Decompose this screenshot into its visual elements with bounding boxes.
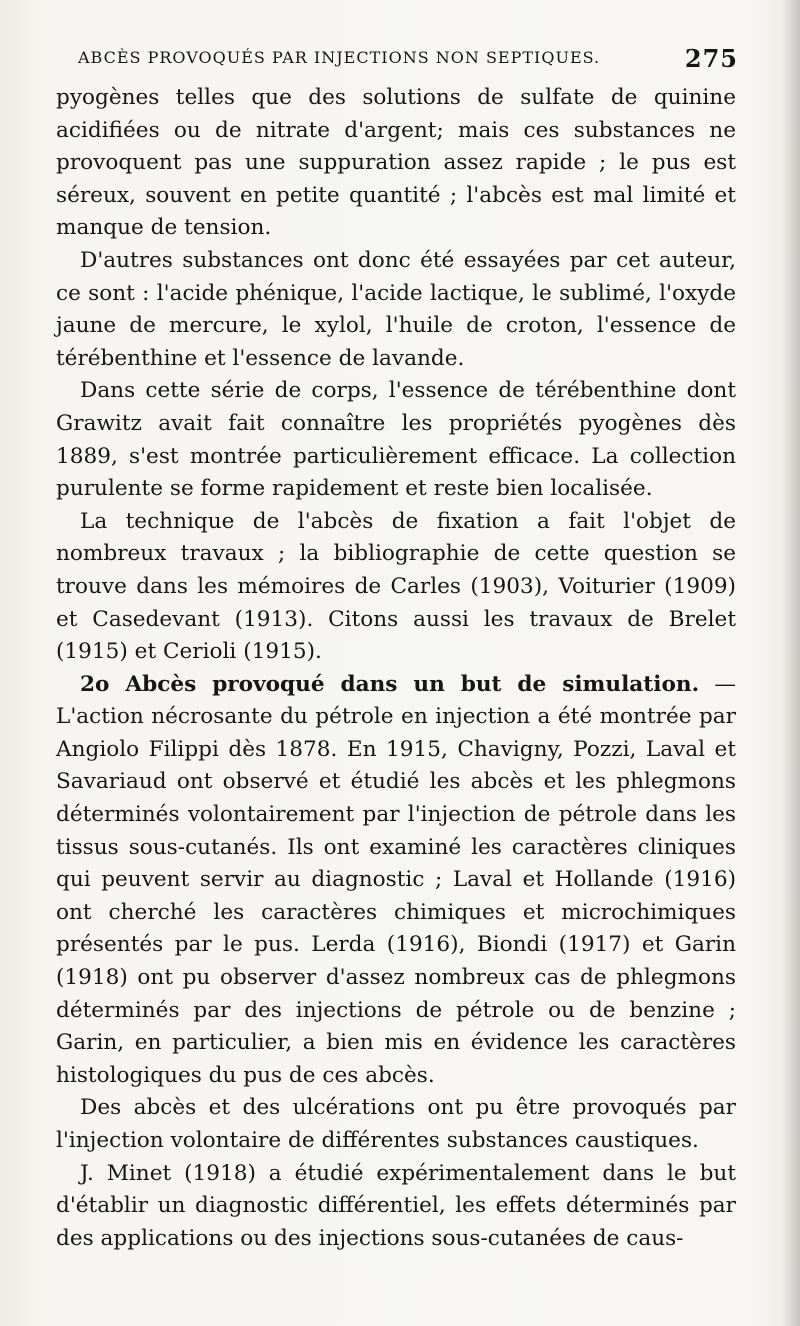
running-title: ABCÈS PROVOQUÉS PAR INJECTIONS NON SEPTIQUES. [78, 48, 601, 67]
paragraph: La technique de l'abcès de fixation a fait l'objet de nombreux travaux ; la bibliographie de cette question se trouve dans les mémoires de Carles (1903), Voiturier (1909) et Casedevant (1913). Citons aussi les travaux de Brelet (1915) et Cerioli (1915). [56, 508, 736, 665]
section-body: L'action nécrosante du pétrole en injection a été montrée par Angiolo Filippi dès 1878. En 1915, Chavigny, Pozzi, Laval et Savariaud ont observé et étudié les abcès et les phlegmons déterminés volontairement par l'injection de pétrole dans les tissus sous-cutanés. Ils ont examiné les caractères cliniques qui peuvent servir au diagnostic ; Laval et Hollande (1916) ont cherché les caractères chimiques et microchimiques présentés par le pus. Lerda (1916), Biondi (1917) et Garin (1918) ont pu observer d'assez nombreux cas de phlegmons déterminés par des injections de pétrole ou de benzine ; Garin, en particulier, a bien mis en évidence les caractères histologiques du pus de ces abcès. [56, 704, 736, 1088]
paragraph: Des abcès et des ulcérations ont pu être provoqués par l'injection volontaire de différentes substances caustiques. [56, 1095, 736, 1153]
section-paragraph [56, 669, 736, 1093]
section-dash: — [714, 671, 736, 697]
paragraph: J. Minet (1918) a étudié expérimentalement dans le but d'établir un diagnostic différentiel, les effets déterminés par des applications ou des injections sous-cutanées de caus- [56, 1160, 736, 1251]
body-text [56, 82, 736, 1255]
paragraph-continued: pyogènes telles que des solutions de sulfate de quinine acidifiées ou de nitrate d'argent; mais ces substances ne provoquent pas une suppuration assez rapide ; le pus est séreux, souvent en petite quantité ; l'abcès est mal limité et manque de tension. [56, 85, 736, 241]
section-heading: 2o Abcès provoqué dans un but de simulation. [80, 671, 700, 697]
page-number: 275 [684, 44, 738, 73]
paragraph: Dans cette série de corps, l'essence de térébenthine dont Grawitz avait fait connaître les propriétés pyogènes dès 1889, s'est montrée particulièrement efficace. La collection purulente se forme rapidement et reste bien localisée. [56, 378, 736, 502]
paragraph: D'autres substances ont donc été essayées par cet auteur, ce sont : l'acide phénique, l'acide lactique, le sublimé, l'oxyde jaune de mercure, le xylol, l'huile de croton, l'essence de térébenthine et l'essence de lavande. [56, 247, 736, 371]
page-edge-shadow [782, 0, 800, 1326]
page-header [78, 44, 738, 74]
